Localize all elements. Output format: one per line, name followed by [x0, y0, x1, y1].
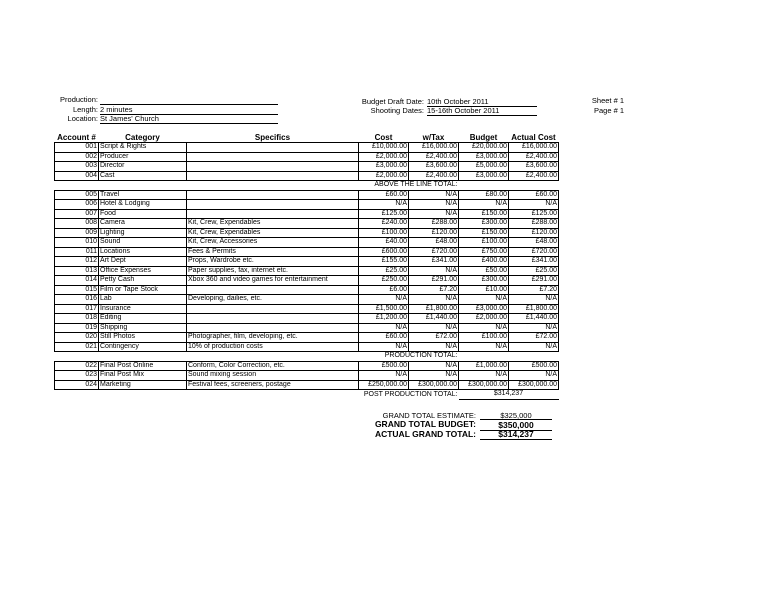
cell-actual: £72.00 [509, 333, 559, 343]
above-line-total-spacer [55, 181, 359, 191]
cell-budget: £1,000.00 [459, 361, 509, 371]
cell-actual: £48.00 [509, 238, 559, 248]
cell-specifics [187, 152, 359, 162]
grand-estimate-label: GRAND TOTAL ESTIMATE: [382, 411, 476, 420]
cell-wtax: £2,400.00 [409, 171, 459, 181]
length-value: 2 minutes [100, 105, 278, 115]
cell-budget: N/A [459, 342, 509, 352]
cell-wtax: N/A [409, 371, 459, 381]
cell-account: 022 [55, 361, 99, 371]
table-row [55, 190, 559, 200]
cell-wtax: N/A [409, 200, 459, 210]
cell-account: 021 [55, 342, 99, 352]
cell-wtax: N/A [409, 209, 459, 219]
cell-cost: £2,000.00 [359, 152, 409, 162]
cell-budget: £2,000.00 [459, 314, 509, 324]
cell-cost: £10,000.00 [359, 143, 409, 153]
cell-cost: £500.00 [359, 361, 409, 371]
cell-specifics [187, 314, 359, 324]
location-value: St James' Church [100, 114, 278, 124]
production-total-spacer [55, 352, 359, 362]
cell-specifics: Kit, Crew, Accessories [187, 238, 359, 248]
cell-account: 007 [55, 209, 99, 219]
above-line-total-value [459, 181, 559, 191]
cell-wtax: £2,400.00 [409, 152, 459, 162]
cell-cost: £60.00 [359, 190, 409, 200]
cell-specifics: Kit, Crew, Expendables [187, 228, 359, 238]
table-row [55, 238, 559, 248]
table-row [55, 257, 559, 267]
cell-wtax: £1,800.00 [409, 304, 459, 314]
cell-cost: £155.00 [359, 257, 409, 267]
cell-wtax: £72.00 [409, 333, 459, 343]
table-row [55, 285, 559, 295]
table-row [55, 219, 559, 229]
cell-actual: £3,600.00 [509, 162, 559, 172]
production-value [100, 95, 278, 105]
cell-account: 016 [55, 295, 99, 305]
cell-actual: £341.00 [509, 257, 559, 267]
cell-category: Still Photos [99, 333, 187, 343]
cell-actual: N/A [509, 371, 559, 381]
cell-category: Travel [99, 190, 187, 200]
cell-account: 017 [55, 304, 99, 314]
cell-category: Shipping [99, 323, 187, 333]
table-row [55, 228, 559, 238]
cell-cost: N/A [359, 323, 409, 333]
table-row [55, 247, 559, 257]
cell-wtax: £48.00 [409, 238, 459, 248]
cell-budget: £5,000.00 [459, 162, 509, 172]
budget-table [54, 133, 559, 400]
actual-grand-total-value: $314,237 [480, 429, 552, 440]
cell-actual: N/A [509, 295, 559, 305]
draft-date-label: Budget Draft Date: [361, 97, 424, 106]
cell-account: 014 [55, 276, 99, 286]
cell-account: 020 [55, 333, 99, 343]
cell-account: 005 [55, 190, 99, 200]
cell-specifics [187, 190, 359, 200]
col-category: Category [99, 133, 187, 143]
cell-specifics: Xbox 360 and video games for entertainment [187, 276, 359, 286]
cell-budget: £300.00 [459, 276, 509, 286]
cell-category: Script & Rights [99, 143, 187, 153]
cell-account: 009 [55, 228, 99, 238]
cell-actual: £60.00 [509, 190, 559, 200]
cell-actual: £1,800.00 [509, 304, 559, 314]
cell-specifics: Kit, Crew, Expendables [187, 219, 359, 229]
table-row [55, 323, 559, 333]
cell-specifics: 10% of production costs [187, 342, 359, 352]
table-row [55, 380, 559, 390]
cell-cost: £2,000.00 [359, 171, 409, 181]
draft-date-value: 10th October 2011 [427, 97, 537, 107]
col-budget: Budget [459, 133, 509, 143]
cell-category: Lab [99, 295, 187, 305]
cell-actual: £2,400.00 [509, 152, 559, 162]
cell-cost: £1,200.00 [359, 314, 409, 324]
cell-account: 023 [55, 371, 99, 381]
cell-category: Office Expenses [99, 266, 187, 276]
cell-cost: N/A [359, 200, 409, 210]
cell-cost: N/A [359, 371, 409, 381]
cell-category: Editing [99, 314, 187, 324]
cell-specifics [187, 209, 359, 219]
cell-budget: £300.00 [459, 219, 509, 229]
table-row [55, 361, 559, 371]
cell-specifics: Festival fees, screeners, postage [187, 380, 359, 390]
cell-actual: £300,000.00 [509, 380, 559, 390]
col-specifics: Specifics [187, 133, 359, 143]
cell-specifics [187, 162, 359, 172]
table-row [55, 152, 559, 162]
cell-category: Food [99, 209, 187, 219]
cell-category: Art Dept [99, 257, 187, 267]
cell-account: 008 [55, 219, 99, 229]
cell-budget: £3,000.00 [459, 152, 509, 162]
cell-category: Petty Cash [99, 276, 187, 286]
table-row [55, 162, 559, 172]
table-row [55, 276, 559, 286]
table-row [55, 304, 559, 314]
cell-specifics: Conform, Color Correction, etc. [187, 361, 359, 371]
cell-specifics: Sound mixing session [187, 371, 359, 381]
cell-category: Final Post Online [99, 361, 187, 371]
cell-specifics: Fees & Permits [187, 247, 359, 257]
table-header-row [55, 133, 559, 143]
cell-wtax: N/A [409, 342, 459, 352]
cell-budget: £400.00 [459, 257, 509, 267]
table-row [55, 342, 559, 352]
cell-specifics: Paper supplies, fax, internet etc. [187, 266, 359, 276]
cell-budget: £100.00 [459, 333, 509, 343]
cell-budget: £3,000.00 [459, 304, 509, 314]
cell-wtax: £7.20 [409, 285, 459, 295]
production-label: Production: [60, 95, 98, 104]
cell-account: 006 [55, 200, 99, 210]
table-row [55, 209, 559, 219]
cell-budget: £20,000.00 [459, 143, 509, 153]
col-cost: Cost [359, 133, 409, 143]
cell-budget: £10.00 [459, 285, 509, 295]
grand-budget-label: GRAND TOTAL BUDGET: [374, 419, 476, 429]
cell-account: 001 [55, 143, 99, 153]
production-total-label: PRODUCTION TOTAL: [384, 352, 458, 360]
cell-account: 004 [55, 171, 99, 181]
cell-actual: N/A [509, 342, 559, 352]
cell-specifics [187, 304, 359, 314]
cell-cost: £100.00 [359, 228, 409, 238]
cell-cost: £250.00 [359, 276, 409, 286]
cell-wtax: £3,600.00 [409, 162, 459, 172]
col-wtax: w/Tax [409, 133, 459, 143]
cell-category: Sound [99, 238, 187, 248]
length-label: Length: [72, 105, 98, 114]
cell-actual: £25.00 [509, 266, 559, 276]
col-actual: Actual Cost [509, 133, 559, 143]
cell-wtax: N/A [409, 266, 459, 276]
cell-budget: £100.00 [459, 238, 509, 248]
cell-account: 024 [55, 380, 99, 390]
cell-specifics [187, 143, 359, 153]
cell-specifics [187, 200, 359, 210]
post-production-total-row [55, 390, 559, 400]
cell-actual: £500.00 [509, 361, 559, 371]
table-row [55, 371, 559, 381]
cell-cost: £3,000.00 [359, 162, 409, 172]
table-row [55, 333, 559, 343]
cell-actual: £16,000.00 [509, 143, 559, 153]
table-row [55, 314, 559, 324]
cell-account: 002 [55, 152, 99, 162]
cell-wtax: N/A [409, 295, 459, 305]
cell-cost: £6.00 [359, 285, 409, 295]
cell-wtax: £300,000.00 [409, 380, 459, 390]
cell-wtax: £1,440.00 [409, 314, 459, 324]
cell-cost: £60.00 [359, 333, 409, 343]
cell-wtax: £120.00 [409, 228, 459, 238]
sheet-number: Sheet # 1 [591, 96, 624, 105]
above-line-total-label: ABOVE THE LINE TOTAL: [374, 181, 458, 189]
cell-category: Insurance [99, 304, 187, 314]
cell-budget: £150.00 [459, 228, 509, 238]
shooting-dates-value: 15-16th October 2011 [427, 106, 537, 116]
cell-account: 012 [55, 257, 99, 267]
post-production-total-value: $314,237 [459, 390, 559, 400]
cell-specifics: Developing, dailies, etc. [187, 295, 359, 305]
production-total-row [55, 352, 559, 362]
cell-cost: £40.00 [359, 238, 409, 248]
cell-category: Cast [99, 171, 187, 181]
cell-cost: £250,000.00 [359, 380, 409, 390]
cell-account: 013 [55, 266, 99, 276]
cell-wtax: £291.00 [409, 276, 459, 286]
post-production-total-spacer [55, 390, 359, 400]
cell-specifics [187, 171, 359, 181]
cell-budget: £50.00 [459, 266, 509, 276]
table-row [55, 171, 559, 181]
cell-category: Camera [99, 219, 187, 229]
cell-actual: £720.00 [509, 247, 559, 257]
cell-category: Lighting [99, 228, 187, 238]
cell-category: Producer [99, 152, 187, 162]
cell-actual: £291.00 [509, 276, 559, 286]
cell-budget: N/A [459, 323, 509, 333]
table-row [55, 266, 559, 276]
grand-budget-value: $350,000 [480, 419, 552, 431]
actual-grand-total-label: ACTUAL GRAND TOTAL: [374, 429, 476, 439]
cell-actual: £125.00 [509, 209, 559, 219]
cell-wtax: £288.00 [409, 219, 459, 229]
page-number: Page # 1 [593, 106, 624, 115]
cell-account: 010 [55, 238, 99, 248]
cell-specifics: Photographer, film, developing, etc. [187, 333, 359, 343]
cell-category: Director [99, 162, 187, 172]
post-production-total-label: POST PRODUCTION TOTAL: [363, 390, 458, 398]
cell-budget: £150.00 [459, 209, 509, 219]
cell-budget: N/A [459, 295, 509, 305]
cell-wtax: N/A [409, 323, 459, 333]
cell-budget: N/A [459, 371, 509, 381]
cell-specifics: Props, Wardrobe etc. [187, 257, 359, 267]
cell-actual: £1,440.00 [509, 314, 559, 324]
cell-cost: £125.00 [359, 209, 409, 219]
cell-account: 003 [55, 162, 99, 172]
cell-wtax: £720.00 [409, 247, 459, 257]
cell-budget: £300,000.00 [459, 380, 509, 390]
col-account: Account # [55, 133, 99, 143]
table-row [55, 200, 559, 210]
production-total-value [459, 352, 559, 362]
cell-actual: £2,400.00 [509, 171, 559, 181]
cell-category: Hotel & Lodging [99, 200, 187, 210]
grand-estimate-value: $325,000 [500, 411, 532, 420]
cell-account: 019 [55, 323, 99, 333]
cell-cost: £1,500.00 [359, 304, 409, 314]
cell-wtax: £16,000.00 [409, 143, 459, 153]
shooting-dates-label: Shooting Dates: [370, 106, 424, 115]
cell-budget: £750.00 [459, 247, 509, 257]
cell-specifics [187, 285, 359, 295]
cell-cost: £240.00 [359, 219, 409, 229]
cell-actual: N/A [509, 323, 559, 333]
cell-specifics [187, 323, 359, 333]
table-row [55, 295, 559, 305]
cell-budget: N/A [459, 200, 509, 210]
cell-account: 018 [55, 314, 99, 324]
cell-category: Film or Tape Stock [99, 285, 187, 295]
cell-budget: £3,000.00 [459, 171, 509, 181]
cell-actual: £288.00 [509, 219, 559, 229]
cell-actual: £120.00 [509, 228, 559, 238]
cell-cost: £25.00 [359, 266, 409, 276]
cell-cost: N/A [359, 295, 409, 305]
cell-category: Marketing [99, 380, 187, 390]
cell-cost: £600.00 [359, 247, 409, 257]
cell-account: 015 [55, 285, 99, 295]
cell-category: Locations [99, 247, 187, 257]
cell-actual: N/A [509, 200, 559, 210]
location-label: Location: [67, 114, 98, 123]
table-row [55, 143, 559, 153]
cell-wtax: N/A [409, 190, 459, 200]
cell-account: 011 [55, 247, 99, 257]
above-line-total-row [55, 181, 559, 191]
cell-cost: N/A [359, 342, 409, 352]
cell-category: Final Post Mix [99, 371, 187, 381]
cell-wtax: £341.00 [409, 257, 459, 267]
cell-actual: £7.20 [509, 285, 559, 295]
cell-budget: £80.00 [459, 190, 509, 200]
cell-category: Contingency [99, 342, 187, 352]
cell-wtax: N/A [409, 361, 459, 371]
